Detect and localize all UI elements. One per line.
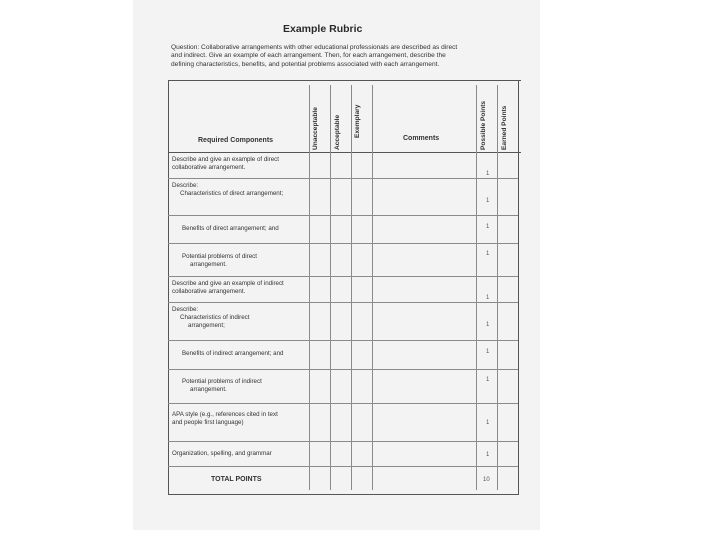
row-text: collaborative arrangement. (172, 164, 246, 172)
row-divider (168, 369, 518, 370)
page-title: Example Rubric (283, 23, 363, 35)
row-divider (168, 441, 518, 442)
table-row (172, 182, 283, 198)
row-divider (168, 302, 518, 303)
possible-points-value: 1 (486, 377, 490, 383)
table-row (172, 306, 249, 331)
total-points-value: 10 (483, 477, 490, 483)
possible-points-value: 1 (486, 420, 490, 426)
row-text: Describe and give an example of indirect (172, 280, 284, 287)
row-text: Benefits of indirect arrangement; and (182, 350, 284, 357)
row-text: and people first language) (172, 419, 244, 427)
row-text: Characteristics of indirect (180, 314, 250, 322)
row-text: Describe: (172, 306, 199, 313)
column-divider (351, 85, 352, 490)
column-divider (497, 85, 498, 490)
row-text: collaborative arrangement. (172, 288, 246, 296)
row-text: arrangement. (190, 261, 227, 269)
header-acceptable: Acceptable (334, 114, 341, 150)
question-text (171, 44, 511, 69)
row-text: Potential problems of direct (182, 253, 257, 260)
table-row (172, 350, 283, 358)
row-text: Describe and give an example of direct (172, 156, 279, 163)
table-right-border (518, 80, 519, 495)
possible-points-value: 1 (486, 322, 490, 328)
header-unacceptable: Unacceptable (312, 107, 319, 150)
header-comments: Comments (403, 135, 440, 142)
table-row (172, 450, 272, 458)
table-left-border (168, 80, 169, 495)
row-text: Potential problems of indirect (182, 378, 262, 385)
possible-points-value: 1 (486, 251, 490, 257)
row-divider (168, 340, 518, 341)
possible-points-value: 1 (486, 452, 490, 458)
header-bottom-border (168, 152, 521, 153)
column-divider (330, 85, 331, 490)
table-row (172, 411, 278, 427)
column-divider (372, 85, 373, 490)
row-text: APA style (e.g., references cited in text (172, 411, 278, 418)
table-row (172, 378, 262, 394)
table-top-border (168, 80, 521, 81)
row-text: Characteristics of direct arrangement; (180, 190, 284, 198)
possible-points-value: 1 (486, 295, 490, 301)
column-divider (476, 85, 477, 490)
total-points-label: TOTAL POINTS (211, 476, 262, 483)
row-text: Organization, spelling, and grammar (172, 450, 272, 457)
table-row (172, 280, 284, 296)
possible-points-value: 1 (486, 171, 490, 177)
row-divider (168, 178, 518, 179)
table-row (172, 156, 279, 172)
possible-points-value: 1 (486, 349, 490, 355)
question-line: Question: Collaborative arrangements with other educational professionals are described as direct (171, 44, 458, 51)
table-bottom-border (168, 494, 518, 495)
table-row (172, 225, 279, 233)
possible-points-value: 1 (486, 224, 490, 230)
row-text: arrangement; (188, 322, 225, 330)
question-line: defining characteristics, benefits, and potential problems associated with each arrangement. (171, 60, 440, 68)
row-divider (168, 276, 518, 277)
question-line: and indirect. Give an example of each arrangement. Then, for each arrangement, describe the (171, 52, 446, 60)
possible-points-value: 1 (486, 198, 490, 204)
row-divider (168, 466, 518, 467)
column-divider (309, 85, 310, 490)
row-divider (168, 403, 518, 404)
header-possible-points: Possible Points (480, 100, 487, 150)
row-divider (168, 243, 518, 244)
row-divider (168, 215, 518, 216)
row-text: arrangement. (190, 386, 227, 394)
header-earned-points: Earned Points (501, 105, 508, 150)
header-required-components: Required Components (198, 137, 274, 144)
table-row (172, 253, 257, 269)
row-text: Describe: (172, 182, 199, 189)
row-text: Benefits of direct arrangement; and (182, 225, 279, 232)
header-exemplary: Exemplary (354, 104, 361, 138)
